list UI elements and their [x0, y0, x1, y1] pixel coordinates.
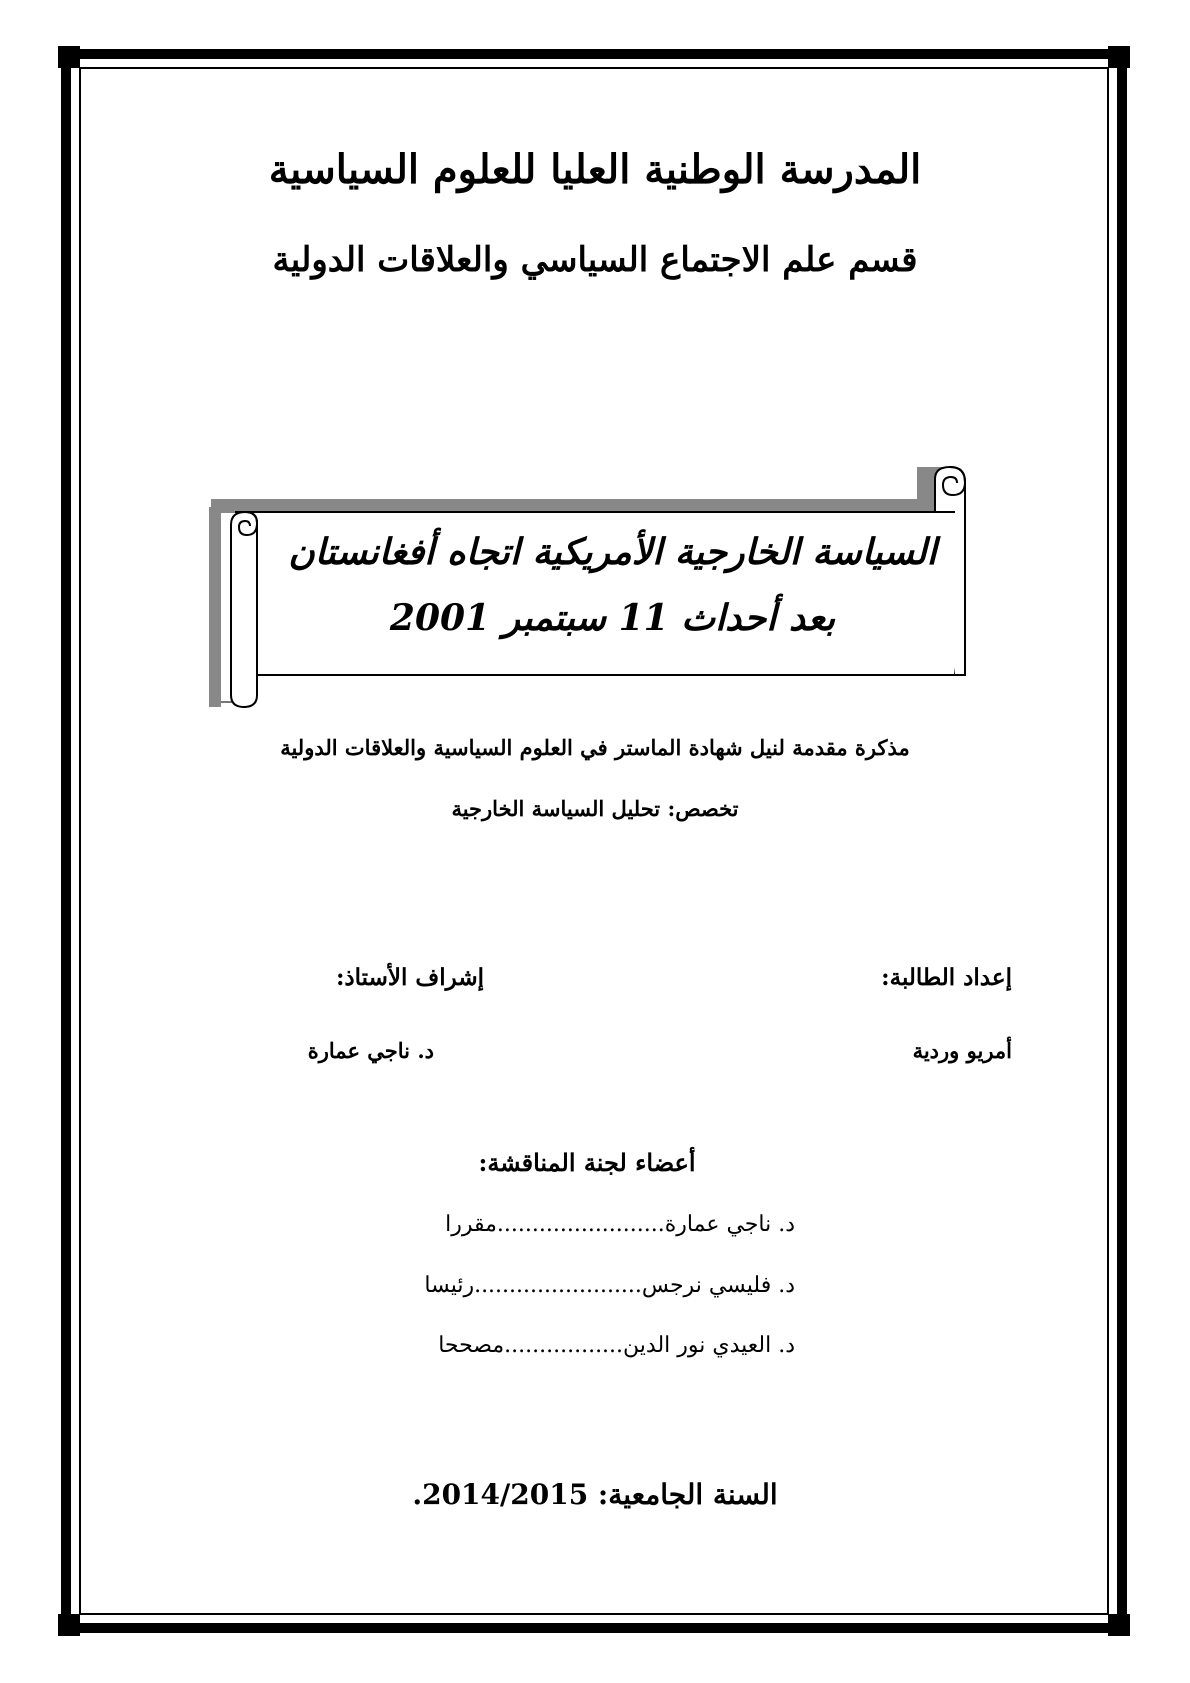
thesis-title-line1: السياسة الخارجية الأمريكية اتجاه أفغانستان [288, 531, 937, 573]
specialty: تخصص: تحليل السياسة الخارجية [451, 796, 739, 821]
memo-description: مذكرة مقدمة لنيل شهادة الماستر في العلوم السياسية والعلاقات الدولية [280, 735, 910, 760]
student-label: إعداد الطالبة: [881, 964, 1012, 991]
academic-year: السنة الجامعية: 2014/2015. [412, 1478, 778, 1511]
school-name: المدرسة الوطنية العليا للعلوم السياسية [268, 146, 922, 193]
thesis-title-line2: بعد أحداث 11 سبتمبر 2001 [389, 597, 836, 639]
committee-heading: أعضاء لجنة المناقشة: [478, 1148, 696, 1177]
page-border [58, 46, 1130, 1636]
committee-member: د. ناجي عمارة........................مقررا [445, 1212, 795, 1237]
department-name: قسم علم الاجتماع السياسي والعلاقات الدولية [272, 240, 918, 280]
supervisor-label: إشراف الأستاذ: [335, 964, 484, 991]
committee-member: د. العيدي نور الدين.................مصححا [438, 1333, 795, 1358]
committee-member: د. فليسي نرجس........................رئيسا [424, 1273, 795, 1298]
supervisor-name: د. ناجي عمارة [307, 1038, 434, 1063]
student-name: أمريو وردية [912, 1038, 1012, 1063]
title-scroll-banner [205, 455, 970, 717]
